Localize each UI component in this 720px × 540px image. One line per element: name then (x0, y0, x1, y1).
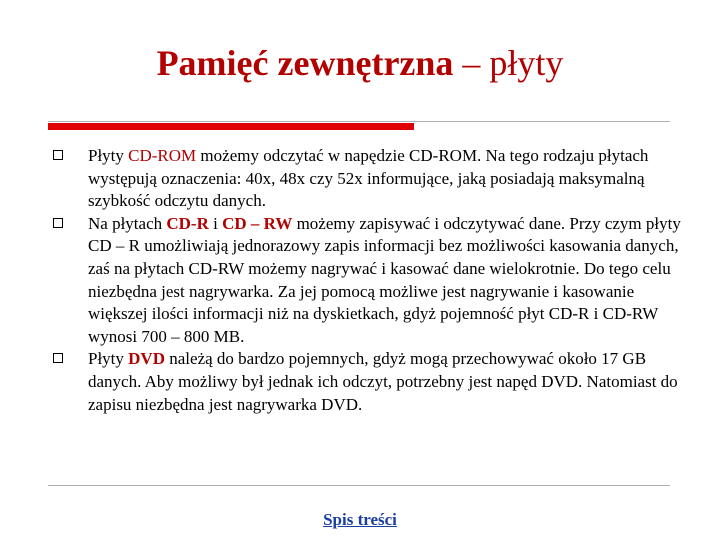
square-bullet-icon (53, 353, 63, 363)
square-bullet-icon (53, 150, 63, 160)
bullet-item-dvd: Płyty DVD należą do bardzo pojemnych, gdyż mogą przechowywać około 17 GB danych. Aby możliwy był jednak ich odczyt, potrzebny jest napęd DVD. Natomiast do zapisu niezbędna jest nagrywarka DVD. (50, 348, 690, 416)
title-divider-accent (48, 123, 414, 130)
slide-title-main: Pamięć zewnętrzna (156, 43, 454, 83)
keyword-cd-r: CD-R (166, 213, 209, 233)
title-divider-thin (48, 121, 670, 122)
bullet-list (50, 145, 690, 416)
square-bullet-icon (53, 218, 63, 228)
keyword-cd-rw: CD – RW (222, 213, 293, 233)
table-of-contents-link[interactable]: Spis treści (323, 510, 397, 529)
keyword-cd-rom: CD-ROM (128, 146, 197, 165)
keyword-dvd: DVD (128, 349, 165, 369)
slide-title (0, 42, 720, 84)
footer-divider (48, 485, 670, 486)
slide-title-suffix: – płyty (453, 43, 564, 83)
bullet-item-cd-r-rw: Na płytach CD-R i CD – RW możemy zapisywać i odczytywać dane. Przy czym płyty CD – R umożliwiają jednorazowy zapis informacji bez możliwości kasowania danych, zaś na płytach CD-RW możemy nagrywać i kasować dane wielokrotnie. Do tego celu niezbędna jest nagrywarka. Za jej pomocą możliwe jest nagrywanie i kasowanie większej ilości informacji niż na dyskietkach, gdyż pojemność płyt CD-R i CD-RW wynosi 700 – 800 MB. (50, 213, 690, 349)
bullet-item-cd-rom: Płyty CD-ROM możemy odczytać w napędzie CD-ROM. Na tego rodzaju płytach występują oznaczenia: 40x, 48x czy 52x informujące, jaką posiadają maksymalną szybkość odczytu danych. (50, 145, 690, 213)
